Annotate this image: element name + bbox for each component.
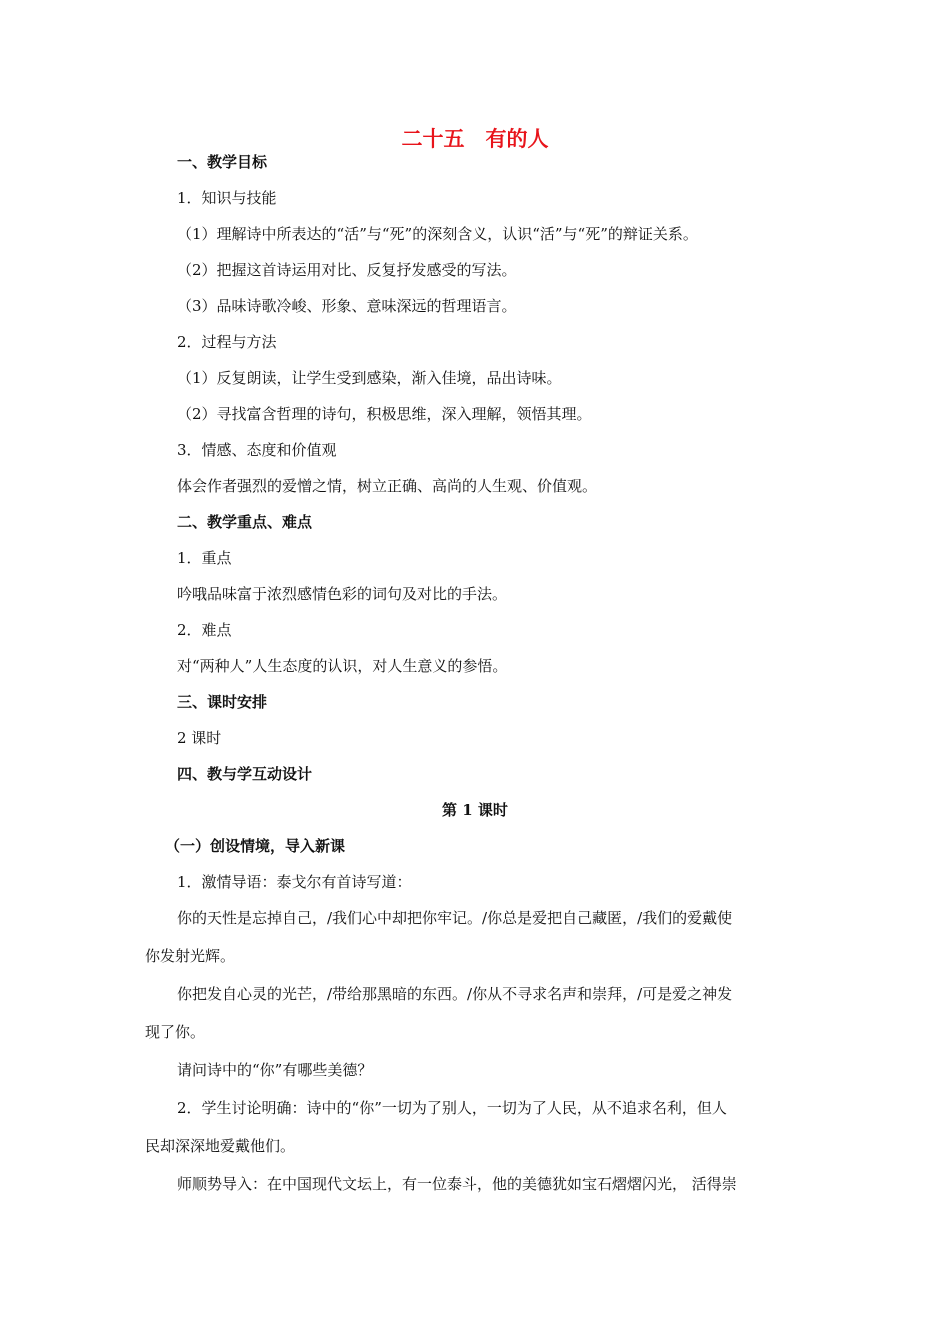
section-heading-interaction: 四、教与学互动设计 bbox=[177, 765, 313, 783]
subsection-heading-intro: （一）创设情境，导入新课 bbox=[165, 837, 346, 855]
subheading-difficulty: 2．难点 bbox=[177, 621, 232, 639]
paragraph: 体会作者强烈的爱憎之情，树立正确、高尚的人生观、价值观。 bbox=[177, 477, 598, 495]
paragraph: （2）寻找富含哲理的诗句，积极思维，深入理解，领悟其理。 bbox=[177, 405, 592, 423]
subheading-knowledge-skills: 1．知识与技能 bbox=[177, 189, 277, 207]
paragraph: 1．激情导语：泰戈尔有首诗写道： bbox=[177, 873, 412, 891]
section-heading-schedule: 三、课时安排 bbox=[177, 693, 268, 711]
paragraph: 民却深深地爱戴他们。 bbox=[145, 1137, 296, 1155]
subheading-key-point: 1．重点 bbox=[177, 549, 232, 567]
poem-line: 你把发自心灵的光芒，/带给那黑暗的东西。/你从不寻求名声和崇拜，/可是爱之神发 bbox=[177, 985, 733, 1003]
poem-line: 你发射光辉。 bbox=[145, 947, 236, 965]
paragraph: （2）把握这首诗运用对比、反复抒发感受的写法。 bbox=[177, 261, 517, 279]
poem-line: 现了你。 bbox=[145, 1023, 206, 1041]
page-title: 二十五 有的人 bbox=[401, 127, 549, 151]
paragraph: 师顺势导入：在中国现代文坛上，有一位泰斗，他的美德犹如宝石熠熠闪光， 活得崇 bbox=[177, 1175, 737, 1193]
paragraph: （3）品味诗歌冷峻、形象、意味深远的哲理语言。 bbox=[177, 297, 517, 315]
paragraph: 2 课时 bbox=[177, 729, 222, 747]
subheading-emotion-values: 3．情感、态度和价值观 bbox=[177, 441, 337, 459]
poem-line: 你的天性是忘掉自己，/我们心中却把你牢记。/你总是爱把自己藏匿，/我们的爱戴使 bbox=[177, 909, 733, 927]
subheading-process-method: 2．过程与方法 bbox=[177, 333, 277, 351]
section-heading-key-points: 二、教学重点、难点 bbox=[177, 513, 313, 531]
section-heading-objectives: 一、教学目标 bbox=[177, 153, 268, 171]
paragraph: 吟哦品味富于浓烈感情色彩的词句及对比的手法。 bbox=[177, 585, 508, 603]
paragraph: 请问诗中的“你”有哪些美德？ bbox=[177, 1061, 373, 1079]
paragraph: 对“两种人”人生态度的认识，对人生意义的参悟。 bbox=[177, 657, 508, 675]
lesson-heading: 第 1 课时 bbox=[442, 801, 508, 819]
paragraph: （1）理解诗中所表达的“活”与“死”的深刻含义，认识“活”与“死”的辩证关系。 bbox=[177, 225, 698, 243]
paragraph: 2．学生讨论明确：诗中的“你”一切为了别人，一切为了人民，从不追求名利，但人 bbox=[177, 1099, 727, 1117]
paragraph: （1）反复朗读，让学生受到感染，渐入佳境，品出诗味。 bbox=[177, 369, 562, 387]
